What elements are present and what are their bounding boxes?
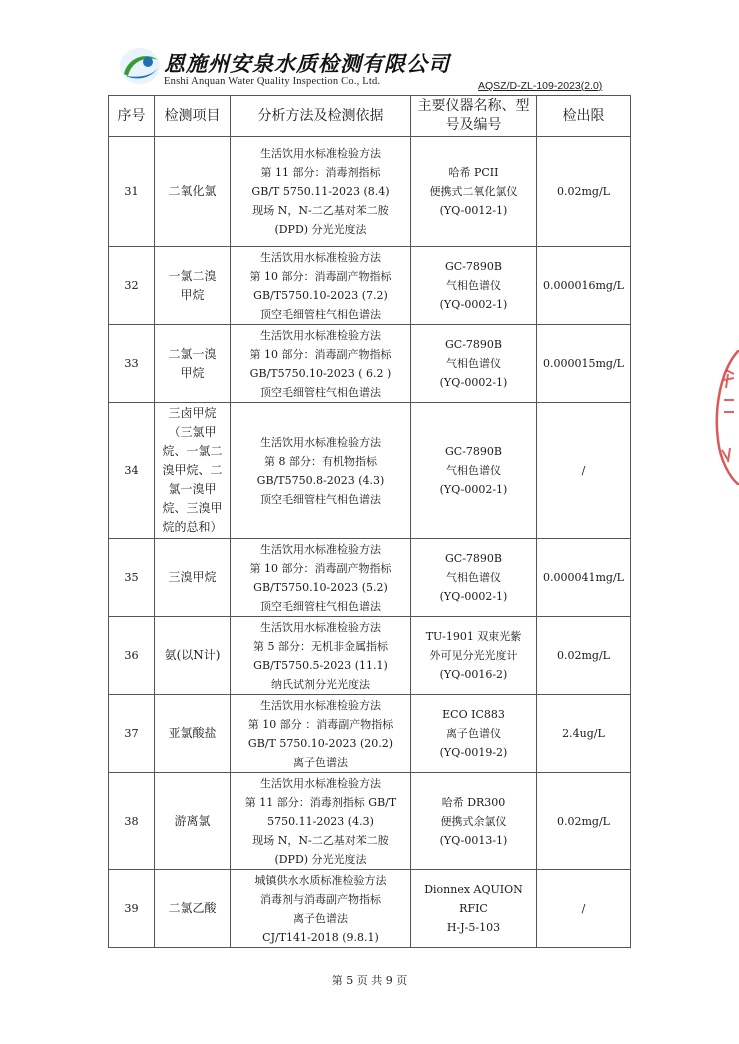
instrument-line: H-J-5-103 (446, 921, 501, 934)
instrument-line: (YQ-0016-2) (439, 668, 508, 681)
analysis-method-line: 第 10 部分：消毒副产物指标 (249, 561, 392, 575)
col-header-item: 检测项目 (155, 96, 231, 137)
analysis-method-line: 纳氏试剂分光光度法 (271, 677, 370, 691)
analysis-method (231, 617, 411, 695)
test-item-line: 二氧化氯 (168, 184, 217, 198)
document-code: AQSZ/D-ZL-109-2023(2.0) (478, 80, 603, 92)
analysis-method-line: 离子色谱法 (293, 755, 348, 769)
row-number: 38 (109, 773, 155, 870)
company-name-cn: 恩施州安泉水质检测有限公司 (164, 51, 450, 76)
test-item-line: 甲烷 (180, 287, 205, 302)
test-item (155, 137, 231, 247)
instrument-line: (YQ-0002-1) (439, 483, 508, 496)
table-row (109, 773, 631, 870)
detection-limit: 0.02mg/L (537, 617, 631, 695)
instrument-line: 气相色谱仪 (446, 279, 501, 292)
analysis-method-line: GB/T5750.10-2023 (7.2) (253, 288, 388, 302)
test-item-line: 氨(以N计) (164, 648, 221, 662)
analysis-method-line: GB/T 5750.10-2023 (20.2) (247, 736, 394, 750)
test-item (155, 695, 231, 773)
row-number: 39 (109, 870, 155, 948)
analysis-method-line: GB/T5750.8-2023 (4.3) (256, 473, 385, 487)
test-item-line: 亚氯酸盐 (168, 726, 217, 740)
analysis-method-line: 第 8 部分：有机物指标 (264, 454, 377, 468)
analysis-method-line: 5750.11-2023 (4.3) (267, 814, 374, 828)
analysis-method-line: 第 10 部分：消毒副产物指标 (249, 269, 392, 283)
instrument-line: (YQ-0002-1) (439, 376, 508, 389)
table-row (109, 325, 631, 403)
instrument-line: 便携式余氯仪 (440, 814, 507, 828)
row-number: 31 (109, 137, 155, 247)
instrument-line: 离子色谱仪 (446, 727, 501, 740)
instrument-line: 哈希 DR300 (441, 795, 506, 809)
instrument (411, 773, 537, 870)
analysis-method-line: 顶空毛细管柱气相色谱法 (260, 307, 381, 321)
analysis-method-line: GB/T5750.5-2023 (11.1) (253, 658, 388, 672)
analysis-method-line: 第 5 部分：无机非金属指标 (253, 639, 388, 653)
analysis-method-line: 生活饮用水标准检验方法 (260, 776, 381, 790)
detection-limit: 0.000015mg/L (537, 325, 631, 403)
detection-limit: 2.4ug/L (537, 695, 631, 773)
detection-limit: 0.000041mg/L (537, 539, 631, 617)
detection-limit: / (537, 870, 631, 948)
col-header-limit: 检出限 (537, 96, 631, 137)
analysis-method-line: 顶空毛细管柱气相色谱法 (260, 492, 381, 506)
instrument-line: (YQ-0012-1) (439, 204, 508, 217)
table-row (109, 539, 631, 617)
col-header-no: 序号 (109, 96, 155, 137)
company-name-en: Enshi Anquan Water Quality Inspection Co., Ltd. (164, 76, 381, 87)
test-item-line: 烷的总和） (162, 520, 223, 534)
analysis-method-line: GB/T5750.10-2023 ( 6.2 ) (249, 366, 392, 380)
analysis-method-line: 第 10 部分：消毒副产物指标 (249, 347, 392, 361)
analysis-method-line: 生活饮用水标准检验方法 (260, 250, 381, 264)
test-item-line: 甲烷 (180, 365, 205, 380)
row-number: 33 (109, 325, 155, 403)
analysis-method-line: 现场 N，N-二乙基对苯二胺 (252, 833, 389, 847)
analysis-method-line: (DPD) 分光光度法 (274, 223, 367, 236)
test-item-line: 溴甲烷、二 (162, 463, 223, 477)
table-row (109, 695, 631, 773)
table-row (109, 403, 631, 539)
test-item (155, 870, 231, 948)
table-row (109, 617, 631, 695)
row-number: 37 (109, 695, 155, 773)
analysis-method-line: (DPD) 分光光度法 (274, 852, 367, 866)
method-table (108, 95, 631, 948)
analysis-method (231, 403, 411, 539)
instrument-line: (YQ-0002-1) (439, 590, 508, 603)
instrument-line: 气相色谱仪 (446, 571, 501, 584)
test-item-line: 二氯一溴 (168, 346, 217, 361)
table-row (109, 247, 631, 325)
company-logo-icon (118, 46, 162, 86)
table-row (109, 137, 631, 247)
table-row (109, 870, 631, 948)
instrument-line: 气相色谱仪 (446, 357, 501, 370)
col-header-instrument: 主要仪器名称、型号及编号 (411, 96, 537, 137)
instrument-line: GC-7890B (445, 338, 502, 351)
test-item-line: 三溴甲烷 (168, 570, 217, 584)
instrument (411, 539, 537, 617)
analysis-method (231, 247, 411, 325)
test-item (155, 773, 231, 870)
test-item-line: 游离氯 (174, 813, 211, 828)
row-number: 36 (109, 617, 155, 695)
test-item (155, 325, 231, 403)
analysis-method (231, 870, 411, 948)
analysis-method-line: 城镇供水水质标准检验方法 (254, 873, 387, 887)
red-seal-fragment-icon (712, 350, 739, 485)
analysis-method (231, 695, 411, 773)
instrument-line: GC-7890B (445, 260, 502, 273)
test-item-line: （三氯甲 (168, 425, 217, 439)
analysis-method-line: 顶空毛细管柱气相色谱法 (260, 385, 381, 399)
analysis-method-line: 第 11 部分：消毒剂指标 GB/T (244, 795, 397, 809)
detection-limit: / (537, 403, 631, 539)
analysis-method-line: 生活饮用水标准检验方法 (260, 620, 381, 634)
test-item-line: 烷、一氯二 (162, 444, 223, 458)
table-header-row (109, 96, 631, 137)
instrument-line: GC-7890B (445, 552, 502, 565)
instrument (411, 403, 537, 539)
instrument (411, 247, 537, 325)
row-number: 32 (109, 247, 155, 325)
instrument-line: RFIC (459, 902, 488, 915)
row-number: 35 (109, 539, 155, 617)
detection-limit: 0.02mg/L (537, 773, 631, 870)
detection-limit: 0.02mg/L (537, 137, 631, 247)
analysis-method-line: 生活饮用水标准检验方法 (260, 328, 381, 342)
analysis-method-line: 顶空毛细管柱气相色谱法 (260, 599, 381, 613)
detection-limit: 0.000016mg/L (537, 247, 631, 325)
analysis-method-line: 现场 N，N-二乙基对苯二胺 (252, 204, 389, 217)
instrument-line: 外可见分光光度计 (429, 649, 518, 662)
analysis-method-line: 第 10 部分 ：消毒副产物指标 (247, 717, 394, 731)
test-item-line: 二氯乙酸 (168, 901, 217, 915)
page-number: 第 5 页 共 9 页 (331, 974, 408, 987)
analysis-method-line: 消毒剂与消毒副产物指标 (260, 892, 381, 906)
instrument-line: (YQ-0002-1) (439, 298, 508, 311)
instrument-line: Dionnex AQUION (424, 883, 523, 896)
analysis-method (231, 773, 411, 870)
instrument-line: 气相色谱仪 (446, 464, 501, 477)
instrument (411, 617, 537, 695)
instrument-line: TU-1901 双束光紫 (425, 630, 522, 643)
test-item-line: 一氯二溴 (168, 268, 217, 283)
analysis-method-line: GB/T 5750.11-2023 (8.4) (251, 185, 390, 198)
instrument (411, 695, 537, 773)
test-item-line: 氯一溴甲 (168, 482, 217, 496)
instrument-line: (YQ-0019-2) (439, 746, 508, 759)
test-item (155, 617, 231, 695)
instrument-line: (YQ-0013-1) (439, 833, 508, 847)
analysis-method-line: GB/T5750.10-2023 (5.2) (253, 580, 388, 594)
analysis-method (231, 325, 411, 403)
analysis-method-line: 第 11 部分：消毒剂指标 (260, 166, 381, 179)
analysis-method-line: 生活饮用水标准检验方法 (260, 435, 381, 449)
instrument-line: 便携式二氧化氯仪 (429, 185, 518, 198)
analysis-method (231, 137, 411, 247)
instrument (411, 325, 537, 403)
analysis-method-line: 生活饮用水标准检验方法 (260, 542, 381, 556)
col-header-method: 分析方法及检测依据 (231, 96, 411, 137)
analysis-method-line: 生活饮用水标准检验方法 (260, 147, 381, 160)
analysis-method-line: 离子色谱法 (293, 911, 348, 925)
analysis-method-line: CJ/T141-2018 (9.8.1) (262, 930, 379, 944)
instrument-line: 哈希 PCII (448, 166, 499, 179)
analysis-method-line: 生活饮用水标准检验方法 (260, 698, 381, 712)
instrument-line: ECO IC883 (442, 708, 505, 721)
analysis-method (231, 539, 411, 617)
test-item-line: 烷、三溴甲 (162, 501, 223, 515)
instrument (411, 137, 537, 247)
instrument (411, 870, 537, 948)
row-number: 34 (109, 403, 155, 539)
test-item (155, 247, 231, 325)
instrument-line: GC-7890B (445, 445, 502, 458)
test-item (155, 539, 231, 617)
test-item (155, 403, 231, 539)
test-item-line: 三卤甲烷 (168, 406, 217, 420)
